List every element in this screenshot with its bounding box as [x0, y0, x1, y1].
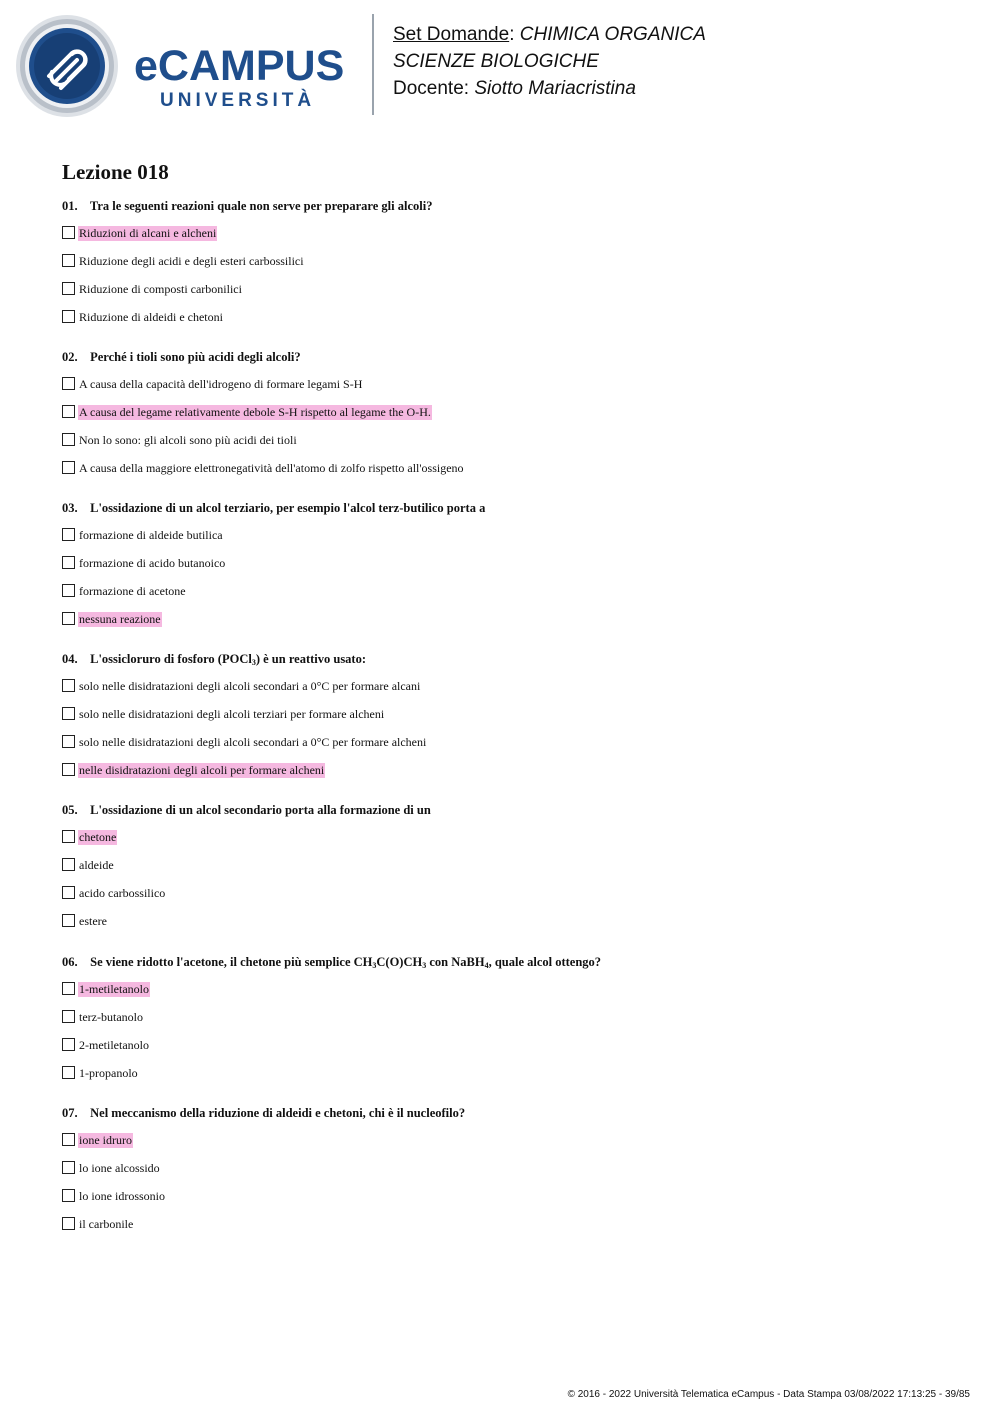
question-number: 03.: [62, 501, 78, 515]
answer-text: terz-butanolo: [79, 1010, 143, 1024]
answer-text-correct: A causa del legame relativamente debole S-H rispetto al legame the O-H.: [79, 405, 431, 419]
answer-text-correct: chetone: [79, 830, 117, 844]
checkbox-icon[interactable]: [62, 1038, 75, 1051]
answer-option[interactable]: [62, 528, 962, 556]
logo-emblem-icon: [16, 15, 118, 117]
answer-text: aldeide: [79, 858, 114, 872]
logo-subtitle: UNIVERSITÀ: [160, 90, 316, 111]
checkbox-icon[interactable]: [62, 1161, 75, 1174]
checkbox-icon[interactable]: [62, 226, 75, 239]
answer-text: Riduzione degli acidi e degli esteri carbossilici: [79, 254, 304, 268]
answer-option[interactable]: [62, 1217, 962, 1245]
answer-option[interactable]: [62, 254, 962, 282]
question-title: [62, 802, 962, 830]
answer-text: A causa della capacità dell'idrogeno di formare legami S-H: [79, 377, 363, 391]
answer-text: Non lo sono: gli alcoli sono più acidi dei tioli: [79, 433, 297, 447]
answer-option[interactable]: [62, 1066, 962, 1094]
question-number: 06.: [62, 955, 78, 969]
question-number: 04.: [62, 652, 78, 666]
question-title: [62, 198, 962, 226]
question-text: Se viene ridotto l'acetone, il chetone più semplice $CH_3C(O)CH_3$ con NaBH$_4$, quale alcol ottengo?: [90, 955, 602, 970]
answer-text: 1-propanolo: [79, 1066, 138, 1080]
answer-text: A causa della maggiore elettronegatività dell'atomo di zolfo rispetto all'ossigeno: [79, 461, 464, 475]
question-number: 02.: [62, 350, 78, 364]
answer-text: formazione di acetone: [79, 584, 186, 598]
answer-option[interactable]: [62, 1189, 962, 1217]
question-text: L'ossicloruro di fosforo (POCl$_3$) è un reattivo usato:: [90, 652, 367, 667]
teacher-line: Docente: Siotto Mariacristina: [393, 78, 636, 99]
answer-option[interactable]: [62, 584, 962, 612]
answer-option[interactable]: [62, 433, 962, 461]
question-07: [62, 1105, 962, 1245]
checkbox-icon[interactable]: [62, 858, 75, 871]
lesson-title: Lezione 018: [62, 160, 169, 184]
question-text: Nel meccanismo della riduzione di aldeidi e chetoni, chi è il nucleofilo?: [90, 1106, 466, 1120]
answer-text: il carbonile: [79, 1217, 134, 1231]
checkbox-icon[interactable]: [62, 528, 75, 541]
checkbox-icon[interactable]: [62, 1133, 75, 1146]
answer-option[interactable]: [62, 556, 962, 584]
question-title: [62, 349, 962, 377]
answer-option[interactable]: [62, 1010, 962, 1038]
checkbox-icon[interactable]: [62, 282, 75, 295]
answer-option[interactable]: [62, 612, 962, 640]
answer-text-correct: nelle disidratazioni degli alcoli per formare alcheni: [79, 763, 325, 777]
question-06: [62, 954, 962, 1094]
answer-option[interactable]: [62, 282, 962, 310]
answer-option[interactable]: [62, 982, 962, 1010]
checkbox-icon[interactable]: [62, 1066, 75, 1079]
checkbox-icon[interactable]: [62, 1217, 75, 1230]
answer-text: Riduzione di composti carbonilici: [79, 282, 242, 296]
page-header: [0, 0, 1000, 130]
answer-option[interactable]: [62, 830, 962, 858]
answer-option[interactable]: [62, 1133, 962, 1161]
checkbox-icon[interactable]: [62, 982, 75, 995]
answer-text: formazione di aldeide butilica: [79, 528, 223, 542]
answer-option[interactable]: [62, 1038, 962, 1066]
question-01: [62, 198, 962, 338]
course-line: Set Domande: CHIMICA ORGANICA: [393, 24, 706, 45]
answer-option[interactable]: [62, 914, 962, 942]
question-title: [62, 500, 962, 528]
checkbox-icon[interactable]: [62, 433, 75, 446]
answer-option[interactable]: [62, 377, 962, 405]
checkbox-icon[interactable]: [62, 679, 75, 692]
checkbox-icon[interactable]: [62, 584, 75, 597]
answer-option[interactable]: [62, 886, 962, 914]
question-text: Perché i tioli sono più acidi degli alcoli?: [90, 350, 301, 364]
checkbox-icon[interactable]: [62, 707, 75, 720]
answer-text: solo nelle disidratazioni degli alcoli terziari per formare alcheni: [79, 707, 385, 721]
answer-option[interactable]: [62, 461, 962, 489]
answer-option[interactable]: [62, 679, 962, 707]
ecampus-logo: [14, 14, 359, 124]
answer-text-correct: ione idruro: [79, 1133, 132, 1147]
checkbox-icon[interactable]: [62, 735, 75, 748]
question-title: [62, 1105, 962, 1133]
answer-option[interactable]: [62, 310, 962, 338]
question-title: [62, 954, 962, 982]
question-05: [62, 802, 962, 942]
checkbox-icon[interactable]: [62, 830, 75, 843]
teacher-name: Siotto Mariacristina: [474, 78, 636, 99]
answer-text: lo ione idrossonio: [79, 1189, 165, 1203]
question-text: Tra le seguenti reazioni quale non serve per preparare gli alcoli?: [89, 199, 433, 213]
answer-option[interactable]: [62, 858, 962, 886]
answer-option[interactable]: [62, 707, 962, 735]
question-number: 05.: [62, 803, 78, 817]
checkbox-icon[interactable]: [62, 612, 75, 625]
checkbox-icon[interactable]: [62, 1010, 75, 1023]
answer-text: estere: [79, 914, 107, 928]
question-04: [62, 651, 962, 791]
answer-text: lo ione alcossido: [79, 1161, 160, 1175]
answer-text: Riduzione di aldeidi e chetoni: [79, 310, 223, 324]
checkbox-icon[interactable]: [62, 886, 75, 899]
degree-name: SCIENZE BIOLOGICHE: [393, 51, 599, 72]
answer-text-correct: nessuna reazione: [79, 612, 161, 626]
question-number: 01.: [62, 199, 78, 213]
answer-option[interactable]: [62, 1161, 962, 1189]
answer-text: solo nelle disidratazioni degli alcoli secondari a 0°C per formare alcheni: [79, 735, 427, 749]
question-title: [62, 651, 962, 679]
checkbox-icon[interactable]: [62, 914, 75, 927]
answer-option[interactable]: [62, 763, 962, 791]
answer-text-correct: 1-metiletanolo: [79, 982, 149, 996]
question-03: [62, 500, 962, 640]
answer-text: acido carbossilico: [79, 886, 166, 900]
header-divider: [372, 14, 374, 115]
checkbox-icon[interactable]: [62, 254, 75, 267]
course-name: CHIMICA ORGANICA: [519, 24, 706, 45]
answer-option[interactable]: [62, 735, 962, 763]
answer-text: formazione di acido butanoico: [79, 556, 226, 570]
checkbox-icon[interactable]: [62, 377, 75, 390]
checkbox-icon[interactable]: [62, 556, 75, 569]
answer-option[interactable]: [62, 405, 962, 433]
question-text: L'ossidazione di un alcol secondario porta alla formazione di un: [90, 803, 431, 817]
checkbox-icon[interactable]: [62, 310, 75, 323]
page-footer: © 2016 - 2022 Università Telematica eCampus - Data Stampa 03/08/2022 17:13:25 - 39/85: [567, 1389, 970, 1400]
checkbox-icon[interactable]: [62, 763, 75, 776]
question-02: [62, 349, 962, 489]
header-info: [393, 21, 953, 102]
checkbox-icon[interactable]: [62, 461, 75, 474]
logo-wordmark: eCAMPUS: [134, 42, 345, 90]
answer-text: 2-metiletanolo: [79, 1038, 149, 1052]
answer-text-correct: Riduzioni di alcani e alcheni: [79, 226, 217, 240]
set-label: Set Domande: [393, 24, 510, 45]
teacher-label: Docente: [393, 78, 464, 99]
checkbox-icon[interactable]: [62, 1189, 75, 1202]
answer-text: solo nelle disidratazioni degli alcoli secondari a 0°C per formare alcani: [79, 679, 421, 693]
question-text: L'ossidazione di un alcol terziario, per esempio l'alcol terz-butilico porta a: [90, 501, 486, 515]
question-number: 07.: [62, 1106, 78, 1120]
checkbox-icon[interactable]: [62, 405, 75, 418]
answer-option[interactable]: [62, 226, 962, 254]
